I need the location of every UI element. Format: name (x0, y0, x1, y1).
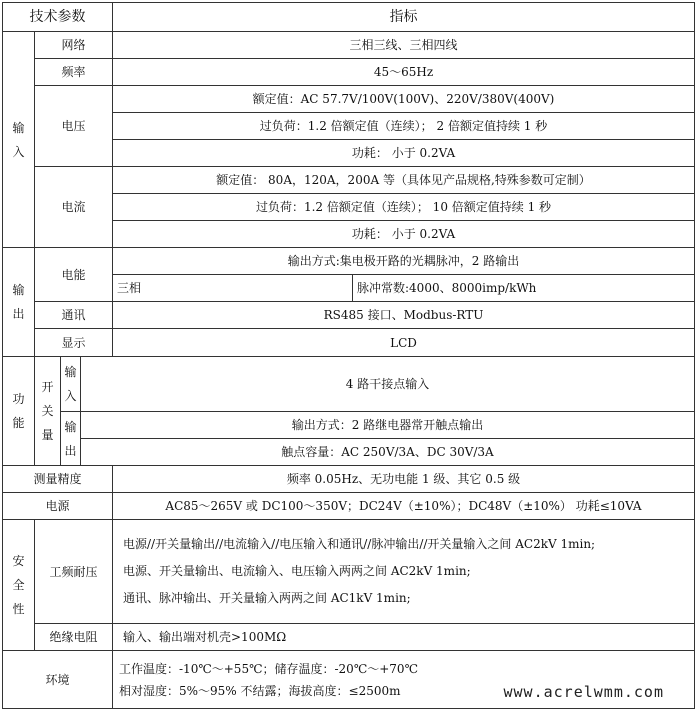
header-spec: 指标 (113, 3, 695, 32)
energy-phase: 三相 (113, 275, 353, 302)
table-row (3, 329, 695, 357)
switch-output-capacity: 触点容量：AC 250V/3A、DC 30V/3A (81, 439, 695, 466)
withstand-value (113, 520, 695, 624)
display-value: LCD (113, 329, 695, 357)
table-header-row (3, 3, 695, 32)
network-value: 三相三线、三相四线 (113, 32, 695, 59)
switch-input-value: 4 路干接点输入 (81, 357, 695, 412)
table-row (3, 32, 695, 59)
spec-table (2, 2, 695, 709)
group-output: 输 出 (3, 248, 35, 357)
accuracy-label: 测量精度 (3, 466, 113, 493)
power-supply-label: 电源 (3, 493, 113, 520)
frequency-label: 频率 (35, 59, 113, 86)
current-power: 功耗： 小于 0.2VA (113, 221, 695, 248)
watermark: www.acrelwmm.com (503, 683, 664, 701)
table-row (3, 624, 695, 651)
switch-input-label: 输 入 (61, 357, 81, 412)
environment-label: 环境 (3, 651, 113, 709)
voltage-power: 功耗： 小于 0.2VA (113, 140, 695, 167)
table-row (3, 439, 695, 466)
withstand-label: 工频耐压 (35, 520, 113, 624)
frequency-value: 45～65Hz (113, 59, 695, 86)
withstand-line-1: 电源//开关量输出//电流输入//电压输入和通讯//脉冲输出//开关量输入之间 AC2kV 1min; (123, 537, 596, 551)
voltage-label: 电压 (35, 86, 113, 167)
environment-line-2: 相对湿度：5%～95% 不结露；海拔高度：≤2500m (119, 683, 401, 698)
current-overload: 过负荷：1.2 倍额定值（连续）； 10 倍额定值持续 1 秒 (113, 194, 695, 221)
switch-output-label: 输 出 (61, 412, 81, 466)
accuracy-value: 频率 0.05Hz、无功电能 1 级、其它 0.5 级 (113, 466, 695, 493)
table-row (3, 302, 695, 329)
energy-pulse: 脉冲常数:4000、8000imp/kWh (353, 275, 695, 302)
table-row (3, 520, 695, 624)
withstand-line-3: 通讯、脉冲输出、开关量输入两两之间 AC1kV 1min; (123, 591, 411, 605)
environment-line-1: 工作温度：-10℃～+55℃；储存温度：-20℃～+70℃ (119, 661, 418, 676)
energy-mode: 输出方式:集电极开路的光耦脉冲，2 路输出 (113, 248, 695, 275)
insulation-value: 输入、输出端对机壳>100MΩ (113, 624, 695, 651)
network-label: 网络 (35, 32, 113, 59)
group-safety: 安 全 性 (3, 520, 35, 651)
header-param: 技术参数 (3, 3, 113, 32)
table-row (3, 86, 695, 113)
energy-label: 电能 (35, 248, 113, 302)
switch-output-mode: 输出方式：2 路继电器常开触点输出 (81, 412, 695, 439)
comm-label: 通讯 (35, 302, 113, 329)
voltage-overload: 过负荷：1.2 倍额定值（连续）； 2 倍额定值持续 1 秒 (113, 113, 695, 140)
switch-label: 开 关 量 (35, 357, 61, 466)
table-row (3, 248, 695, 275)
table-row (3, 466, 695, 493)
group-function: 功 能 (3, 357, 35, 466)
table-row (3, 357, 695, 412)
group-input: 输 入 (3, 32, 35, 248)
power-supply-value: AC85～265V 或 DC100～350V；DC24V（±10%）；DC48V（±10%） 功耗≤10VA (113, 493, 695, 520)
display-label: 显示 (35, 329, 113, 357)
insulation-label: 绝缘电阻 (35, 624, 113, 651)
table-row (3, 59, 695, 86)
withstand-line-2: 电源、开关量输出、电流输入、电压输入两两之间 AC2kV 1min; (123, 564, 471, 578)
voltage-rated: 额定值：AC 57.7V/100V(100V)、220V/380V(400V) (113, 86, 695, 113)
current-rated: 额定值： 80A，120A，200A 等（具体见产品规格,特殊参数可定制） (113, 167, 695, 194)
comm-value: RS485 接口、Modbus-RTU (113, 302, 695, 329)
table-row (3, 167, 695, 194)
current-label: 电流 (35, 167, 113, 248)
table-row (3, 493, 695, 520)
table-row (3, 412, 695, 439)
